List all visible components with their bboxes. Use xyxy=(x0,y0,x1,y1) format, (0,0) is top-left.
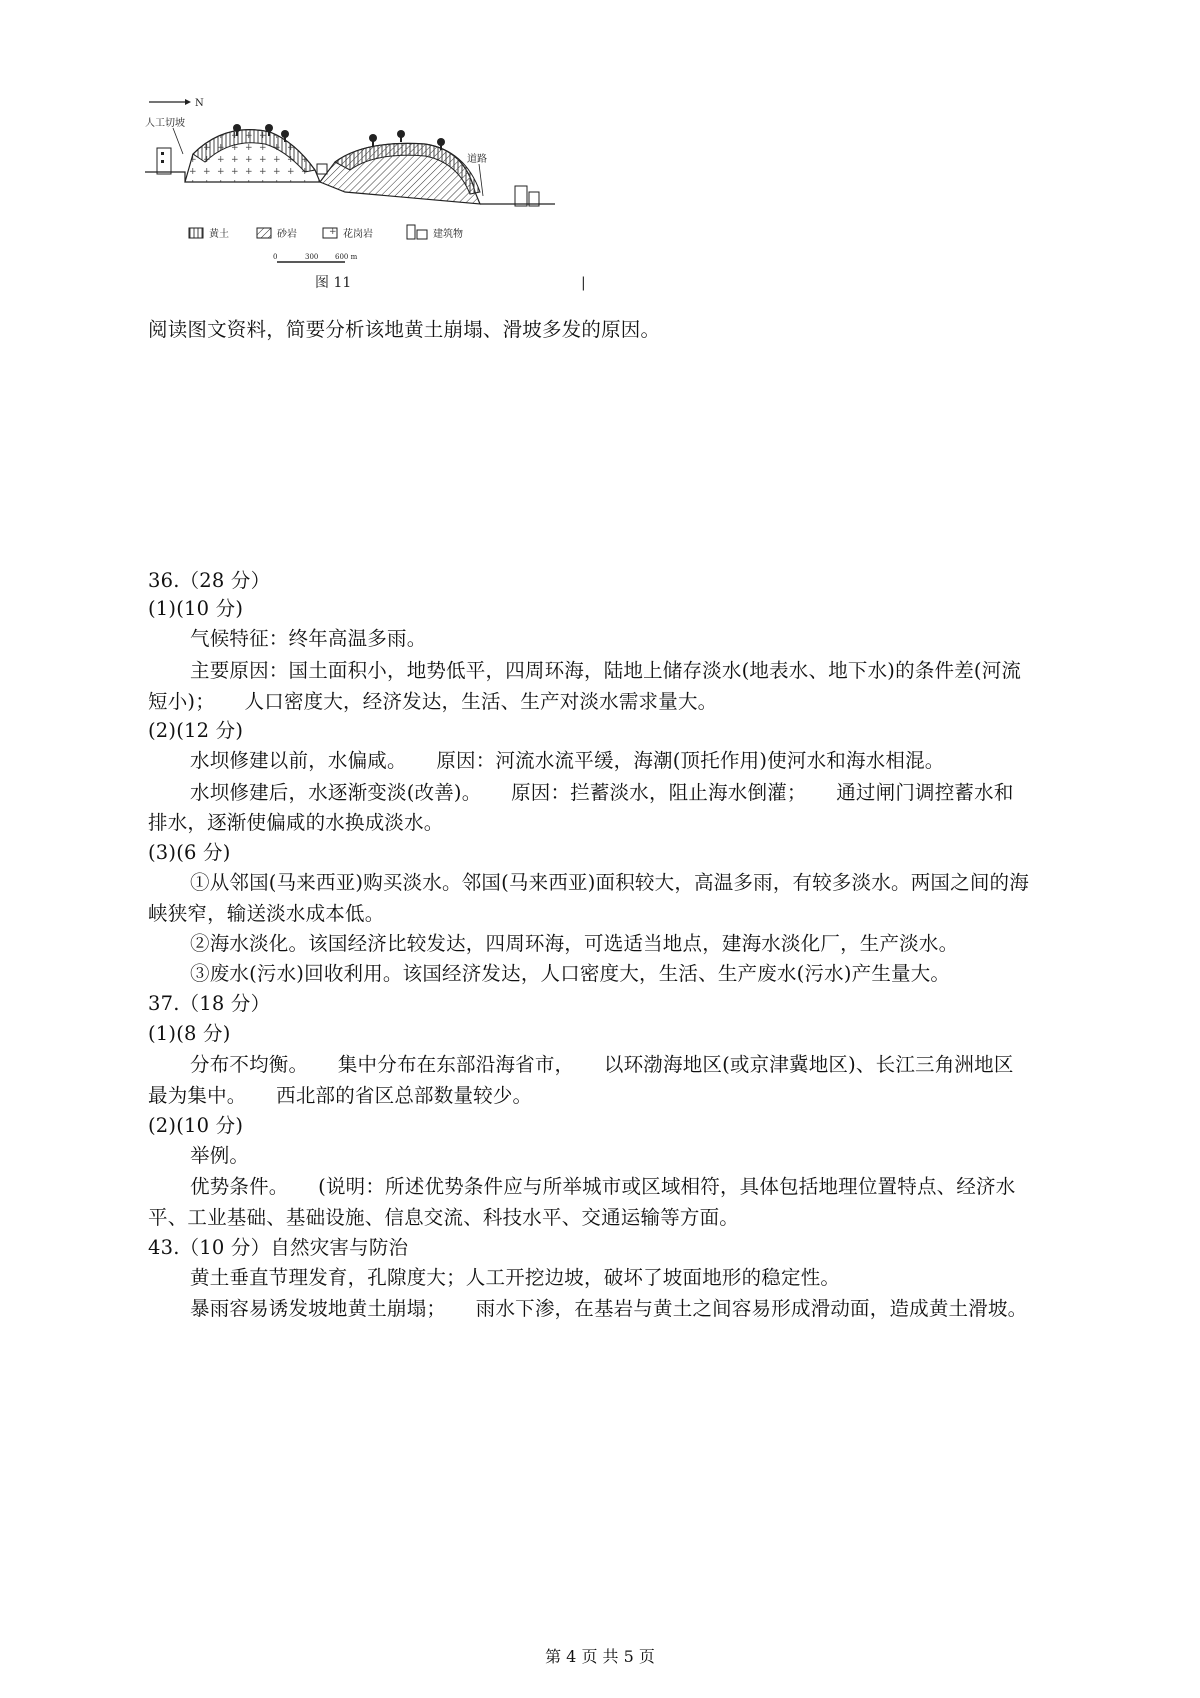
answer-line: 36.（28 分） xyxy=(148,569,271,592)
cross-section-diagram xyxy=(145,92,605,312)
answer-line: ①从邻国(马来西亚)购买淡水。邻国(马来西亚)面积较大，高温多雨，有较多淡水。两国之间的海 xyxy=(190,871,1029,894)
answer-line: 37.（18 分） xyxy=(148,992,271,1015)
answer-line: (1)(8 分) xyxy=(148,1022,231,1045)
north-arrow-head xyxy=(185,99,191,105)
answer-line: 排水，逐渐使偏咸的水换成淡水。 xyxy=(148,811,444,834)
legend-house-swatch xyxy=(417,230,427,239)
legend-loess: 黄土 xyxy=(209,229,229,240)
answer-line: (2)(12 分) xyxy=(148,719,244,742)
answer-line: 短小)； 人口密度大，经济发达，生活、生产对淡水需求量大。 xyxy=(148,690,718,713)
scale-600: 600 m xyxy=(335,253,358,261)
artificial-slope-label: 人工切坡 xyxy=(145,118,185,129)
road-label: 道路 xyxy=(467,154,487,165)
answer-line: 最为集中。 西北部的省区总部数量较少。 xyxy=(148,1084,533,1107)
answer-line: 峡狭窄，输送淡水成本低。 xyxy=(148,902,385,925)
question-text: 阅读图文资料，简要分析该地黄土崩塌、滑坡多发的原因。 xyxy=(148,318,661,341)
legend-sandstone: 砂岩 xyxy=(277,229,297,240)
answer-line: 黄土垂直节理发育，孔隙度大；人工开挖边坡，破坏了坡面地形的稳定性。 xyxy=(190,1266,841,1289)
answer-line: 水坝修建后，水逐渐变淡(改善)。 原因：拦蓄淡水，阻止海水倒灌； 通过闸门调控蓄水和 xyxy=(190,781,1014,804)
stray-mark: | xyxy=(581,275,586,291)
answer-line: 暴雨容易诱发坡地黄土崩塌； 雨水下渗，在基岩与黄土之间容易形成滑动面，造成黄土滑坡。 xyxy=(190,1297,1028,1320)
legend-building: 建筑物 xyxy=(433,229,463,240)
page-footer: 第 4 页 共 5 页 xyxy=(545,1647,655,1666)
answer-line: 优势条件。 (说明：所述优势条件应与所举城市或区域相符，具体包括地理位置特点、经济水 xyxy=(190,1175,1016,1198)
slope-pointer xyxy=(173,128,183,154)
answer-line: 43.（10 分）自然灾害与防治 xyxy=(148,1236,409,1259)
answer-line: ③废水(污水)回收利用。该国经济发达，人口密度大，生活、生产废水(污水)产生量大。 xyxy=(190,962,951,985)
answer-line: (2)(10 分) xyxy=(148,1114,244,1137)
answer-line: ②海水淡化。该国经济比较发达，四周环海，可选适当地点，建海水淡化厂，生产淡水。 xyxy=(190,932,959,955)
scale-300: 300 xyxy=(305,253,319,261)
north-label: N xyxy=(195,98,204,109)
cross-section-figure xyxy=(145,92,605,312)
legend-sandstone-swatch xyxy=(257,228,271,238)
answer-line: 分布不均衡。 集中分布在东部沿海省市， 以环渤海地区(或京津冀地区)、长江三角洲地区 xyxy=(190,1053,1014,1076)
house-icon xyxy=(317,164,327,174)
figure-caption: 图 11 xyxy=(315,275,352,291)
building-icon xyxy=(515,186,527,206)
answer-line: 水坝修建以前，水偏咸。 原因：河流水流平缓，海潮(顶托作用)使河水和海水相混。 xyxy=(190,749,945,772)
building-window xyxy=(161,152,164,155)
building-window xyxy=(161,160,164,163)
legend-granite-swatch xyxy=(323,228,337,238)
answer-line: 气候特征：终年高温多雨。 xyxy=(190,627,427,650)
answer-line: (3)(6 分) xyxy=(148,841,231,864)
answer-line: 主要原因：国土面积小，地势低平，四周环海，陆地上储存淡水(地表水、地下水)的条件差(河流 xyxy=(190,659,1022,682)
legend-granite: 花岗岩 xyxy=(343,229,373,240)
answer-line: 举例。 xyxy=(190,1144,250,1167)
answer-line: 平、工业基础、基础设施、信息交流、科技水平、交通运输等方面。 xyxy=(148,1206,740,1229)
scale-0: 0 xyxy=(273,253,278,261)
legend-building-swatch xyxy=(407,225,415,239)
answer-line: (1)(10 分) xyxy=(148,597,244,620)
legend-loess-swatch xyxy=(189,228,203,238)
